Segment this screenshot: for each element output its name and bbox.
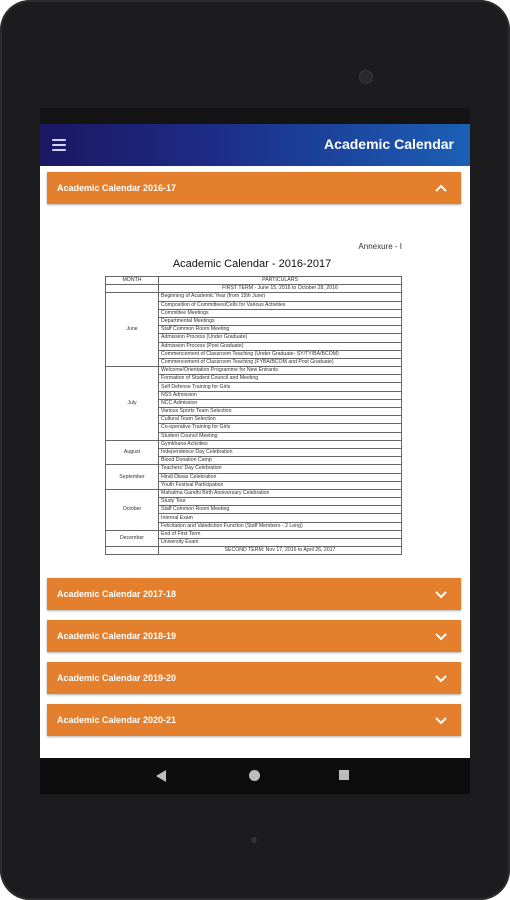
particular-cell: Teachers' Day Celebration (159, 465, 402, 473)
header-month: MONTH (106, 277, 159, 285)
annexure-label: Annexure - I (358, 242, 402, 251)
particular-cell: Hindi Diwas Celebration (159, 473, 402, 481)
particular-cell: NCC Admission (159, 399, 402, 407)
chevron-down-icon[interactable] (435, 715, 447, 725)
particular-cell: End of First Term (159, 530, 402, 538)
particular-cell: Commencement of Classroom Teaching (Under Graduate- SY/TY/BA/BCOM) (159, 350, 402, 358)
second-term-label: SECOND TERM: Nov 17, 2016 to April 26, 2017 (159, 547, 402, 555)
table-row (106, 489, 402, 497)
calendar-table (105, 276, 402, 555)
particular-cell: Mahatma Gandhi Birth Anniversary Celebration (159, 489, 402, 497)
first-term-label: FIRST TERM - June 15, 2016 to October 28, 2016 (159, 285, 402, 293)
particular-cell: Admission Process (Post Graduate) (159, 342, 402, 350)
particular-cell: Self Defense Training for Girls (159, 383, 402, 391)
document-title: Academic Calendar - 2016-2017 (172, 258, 332, 270)
panel-label: Academic Calendar 2019-20 (57, 673, 177, 683)
screen (40, 108, 470, 794)
android-nav-bar (40, 758, 470, 794)
particular-cell: Various Sports Team Selection (159, 408, 402, 416)
particular-cell: Independence Day Celebration (159, 448, 402, 456)
app-title: Academic Calendar (324, 136, 454, 152)
particular-cell: Admission Process (Under Graduate) (159, 334, 402, 342)
panel-header-2017-18[interactable] (47, 578, 461, 610)
particular-cell: Student Council Meeting (159, 432, 402, 440)
particular-cell: Co-operative Training for Girls (159, 424, 402, 432)
particular-cell: Youth Festival Participation (159, 481, 402, 489)
particular-cell: Blood Donation Camp (159, 457, 402, 465)
back-icon[interactable] (156, 770, 166, 782)
particular-cell: NSS Admission (159, 391, 402, 399)
sensor-dot (251, 837, 257, 843)
particular-cell: Commencement of Classroom Teaching (FYBA/BCOM and Post Graduate) (159, 358, 402, 366)
chevron-down-icon[interactable] (435, 673, 447, 683)
recents-icon[interactable] (339, 770, 349, 780)
table-header-row (106, 277, 402, 285)
particular-cell: Departmental Meetings (159, 317, 402, 325)
menu-icon[interactable] (52, 139, 66, 151)
particular-cell: Formation of Student Council and Meeting (159, 375, 402, 383)
particular-cell: Committee Meetings (159, 309, 402, 317)
panel-label: Academic Calendar 2017-18 (57, 589, 177, 599)
panel-label: Academic Calendar 2018-19 (57, 631, 177, 641)
panel-header-2020-21[interactable] (47, 704, 461, 736)
particular-cell: University Exam (159, 539, 402, 547)
table-row (106, 530, 402, 538)
panel-label: Academic Calendar 2020-21 (57, 715, 177, 725)
particular-cell: Internal Exam (159, 514, 402, 522)
table-row (106, 293, 402, 301)
month-cell: September (106, 465, 159, 490)
content-area (40, 166, 470, 758)
chevron-down-icon[interactable] (435, 631, 447, 641)
chevron-down-icon[interactable] (435, 589, 447, 599)
month-cell: October (106, 489, 159, 530)
panel-header-2019-20[interactable] (47, 662, 461, 694)
particular-cell: Gymkhana Activities (159, 440, 402, 448)
table-row (106, 465, 402, 473)
first-term-row (106, 285, 402, 293)
month-cell: July (106, 367, 159, 441)
header-particulars: PARTICULARS (159, 277, 402, 285)
app-bar (40, 124, 470, 166)
camera-icon (359, 70, 373, 84)
particular-cell: Welcome/Orientation Programme for New Entrants (159, 367, 402, 375)
chevron-up-icon[interactable] (435, 183, 447, 193)
panel-header-2016-17[interactable] (47, 172, 461, 204)
month-cell: December (106, 530, 159, 546)
home-icon[interactable] (249, 770, 260, 781)
table-row (106, 440, 402, 448)
particular-cell: Study Tour (159, 498, 402, 506)
particular-cell: Cultural Team Selection (159, 416, 402, 424)
calendar-document (102, 232, 402, 568)
status-bar (40, 108, 470, 124)
table-row (106, 367, 402, 375)
particular-cell: Felicitation and Valediction Function (Staff Members - 2 Long) (159, 522, 402, 530)
panel-label: Academic Calendar 2016-17 (57, 183, 177, 193)
second-term-row (106, 547, 402, 555)
particular-cell: Staff Common Room Meeting (159, 326, 402, 334)
panel-header-2018-19[interactable] (47, 620, 461, 652)
particular-cell: Composition of Committees/Cells for Various Activities (159, 301, 402, 309)
particular-cell: Staff Common Room Meeting (159, 506, 402, 514)
month-cell: August (106, 440, 159, 465)
month-cell: June (106, 293, 159, 367)
particular-cell: Beginning of Academic Year (from 15th June) (159, 293, 402, 301)
